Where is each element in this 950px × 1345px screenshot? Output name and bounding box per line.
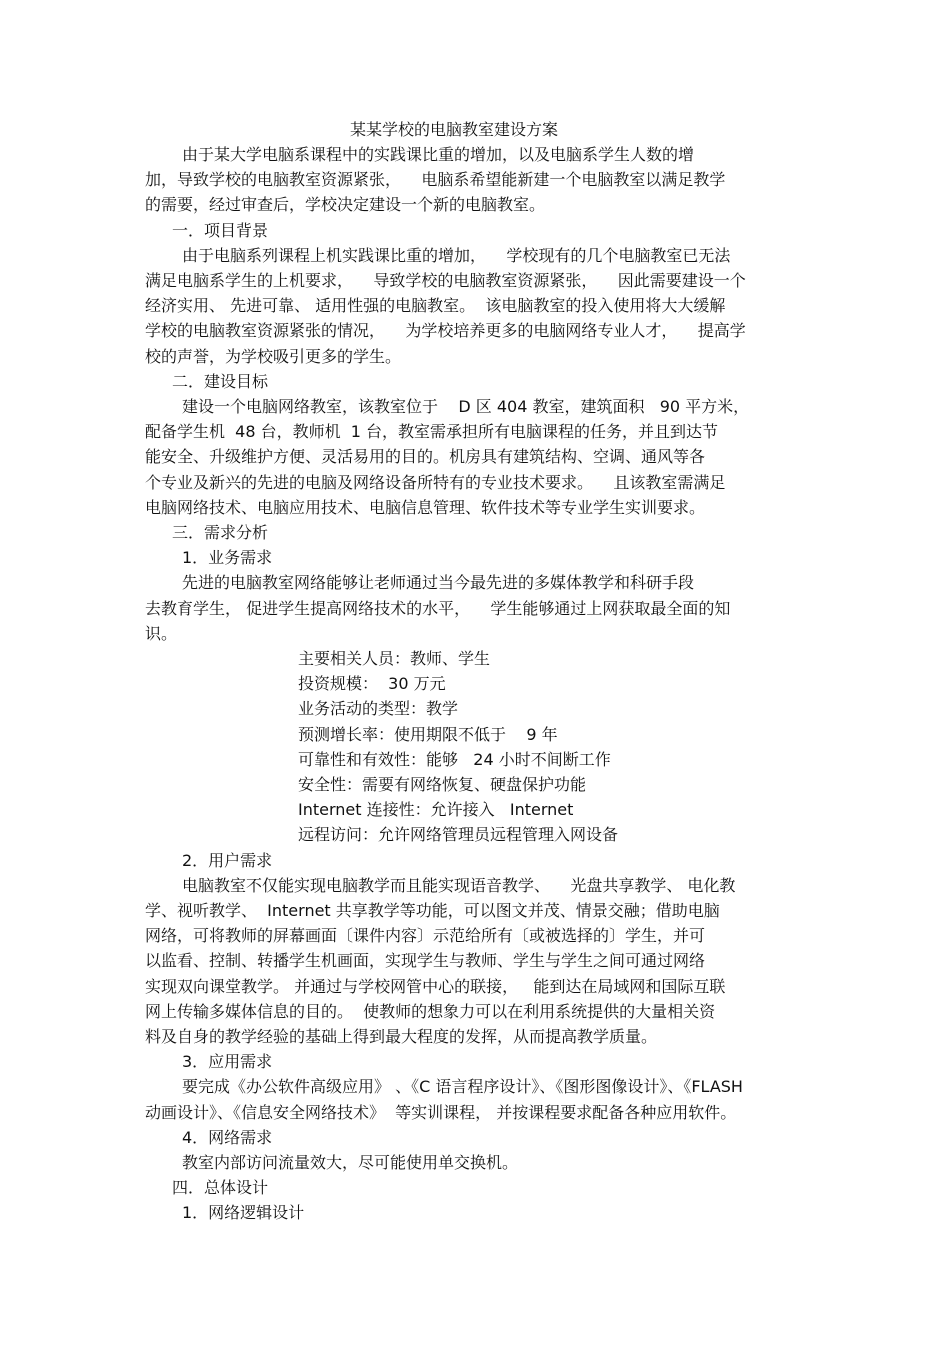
document-line: 3．应用需求 xyxy=(182,1052,273,1072)
document-line: 先进的电脑教室网络能够让老师通过当今最先进的多媒体教学和科研手段 xyxy=(182,573,695,593)
document-line: 配备学生机 48 台，教师机 1 台，教室需承担所有电脑课程的任务，并且到达节 xyxy=(145,422,719,442)
document-line: 投资规模： 30 万元 xyxy=(298,674,446,694)
document-line: 二．建设目标 xyxy=(172,371,269,391)
document-line: 业务活动的类型：教学 xyxy=(298,699,459,719)
document-line: 实现双向课堂教学。 并通过与学校网管中心的联接， 能到达在局域网和国际互联 xyxy=(145,976,726,996)
document-line: 网络，可将教师的屏幕画面〔课件内容〕示范给所有〔或被选择的〕学生，并可 xyxy=(145,926,706,946)
document-line: 个专业及新兴的先进的电脑及网络设备所特有的专业技术要求。 且该教室需满足 xyxy=(145,472,726,492)
document-line: 要完成《办公软件高级应用》 、《C 语言程序设计》、《图形图像设计》、《FLASH xyxy=(182,1077,743,1097)
document-line: 满足电脑系学生的上机要求， 导致学校的电脑教室资源紧张， 因此需要建设一个 xyxy=(145,271,746,290)
document-line: 教室内部访问流量效大，尽可能使用单交换机。 xyxy=(182,1153,519,1172)
document-line: 去教育学生， 促进学生提高网络技术的水平， 学生能够通过上网获取最全面的知 xyxy=(145,598,731,618)
document-line: 学、视听教学、 Internet 共享教学等功能，可以图文并茂、情景交融；借助电脑 xyxy=(145,901,720,920)
document-line: 2．用户需求 xyxy=(182,850,273,870)
document-line: 的需要，经过审查后，学校决定建设一个新的电脑教室。 xyxy=(145,195,546,215)
document-line: 网上传输多媒体信息的目的。 使教师的想象力可以在利用系统提供的大量相关资 xyxy=(145,1001,716,1021)
document-line: 1．业务需求 xyxy=(182,548,273,568)
document-line: 学校的电脑教室资源紧张的情况， 为学校培养更多的电脑网络专业人才， 提高学 xyxy=(145,321,746,341)
document-line: 安全性：需要有网络恢复、硬盘保护功能 xyxy=(298,775,587,794)
document-line: 可靠性和有效性：能够 24 小时不间断工作 xyxy=(298,749,611,769)
document-line: 主要相关人员：教师、学生 xyxy=(298,649,491,668)
document-line: 电脑网络技术、电脑应用技术、电脑信息管理、软件技术等专业学生实训要求。 xyxy=(145,497,706,517)
document-line: 建设一个电脑网络教室，该教室位于 D 区 404 教室，建筑面积 90 平方米， xyxy=(182,397,750,416)
document-line: 校的声誉，为学校吸引更多的学生。 xyxy=(145,346,402,366)
document-line: 能安全、升级维护方便、灵活易用的目的。机房具有建筑结构、空调、通风等各 xyxy=(145,447,706,467)
document-line: 四．总体设计 xyxy=(172,1178,269,1198)
document-line: 以监看、控制、转播学生机画面，实现学生与教师、学生与学生之间可通过网络 xyxy=(145,951,706,971)
document-line: 一．项目背景 xyxy=(172,220,269,240)
document-line: 预测增长率：使用期限不低于 9 年 xyxy=(298,724,558,744)
document-line: 电脑教室不仅能实现电脑教学而且能实现语音教学、 光盘共享教学、 电化教 xyxy=(182,875,736,895)
document-line: 由于某大学电脑系课程中的实践课比重的增加，以及电脑系学生人数的增 xyxy=(182,145,695,164)
document-line: 动画设计》、《信息安全网络技术》 等实训课程， 并按课程要求配备各种应用软件。 xyxy=(145,1102,737,1122)
document-line: 由于电脑系列课程上机实践课比重的增加， 学校现有的几个电脑教室已无法 xyxy=(182,245,731,265)
document-line: Internet 连接性：允许接入 Internet xyxy=(298,800,574,820)
document-line: 料及自身的教学经验的基础上得到最大程度的发挥，从而提高教学质量。 xyxy=(145,1027,658,1046)
document-title: 某某学校的电脑教室建设方案 xyxy=(350,120,559,139)
document-line: 1．网络逻辑设计 xyxy=(182,1203,305,1223)
document-line: 4．网络需求 xyxy=(182,1127,273,1147)
document-line: 识。 xyxy=(145,623,178,643)
document-line: 三．需求分析 xyxy=(172,523,269,542)
document-line: 加，导致学校的电脑教室资源紧张， 电脑系希望能新建一个电脑教室以满足教学 xyxy=(145,170,726,190)
document-line: 经济实用、 先进可靠、 适用性强的电脑教室。 该电脑教室的投入使用将大大缓解 xyxy=(145,296,726,316)
document-line: 远程访问：允许网络管理员远程管理入网设备 xyxy=(298,825,619,845)
